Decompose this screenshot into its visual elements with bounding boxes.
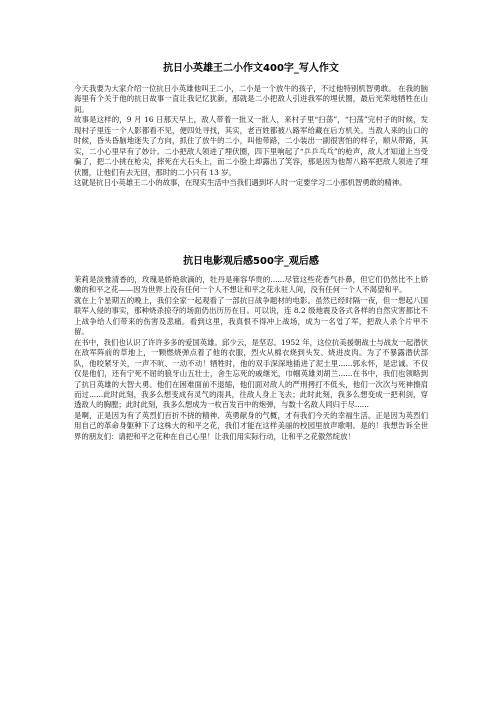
paragraph: 在书中，我们也认识了许许多多的爱国英雄。邱少云，是坚忍。1952 年，这位抗美援朝战士与战友一起潜伏在敌军阵前的草地上，一颗燃烧弹点着了他的衣服，烈火从棉衣烧到头发、烧进皮肉。为了不暴露潜伏部队，他咬紧牙关，一声不吭、一动不动！牺牲时，他的双手深深地插进了泥土里......郭永怀，是忠诚。不仅仅是他们，还有宁死不屈的狼牙山五壮士，舍生忘死的戚继光，巾帼英雄刘胡兰......在书中，我们也领略到了抗日英雄的大智大勇。他们在困难面前不退缩，他们面对敌人的严刑拷打不低头，他们一次次与死神擦肩而过......此时此刻，我多么想变成有灵气的雨具，往敌人身上飞去；此时此刻，我多么想变成一把利剑，穿透敌人的胸膛；此时此刻，我多么想成为一枚百发百中的炮弹，与数十名敌人同归于尽...... [74, 337, 428, 410]
paragraph: 是啊，正是因为有了英烈们百折不挠的精神、英勇献身的气概，才有我们今天的幸福生活。正是因为英烈们用自己的革命身躯种下了这株大的和平之花，我们才能在这样美丽的校园里放声歌唱。是的！我想告诉全世界的朋友们：请把和平之花种在自己心里！让我们用实际行动，让和平之花傲然绽放！ [74, 410, 428, 441]
paragraph: 今天我要为大家介绍一位抗日小英雄他叫王二小，二小是一个放牛的孩子，不过他特别机智勇敢。 在我的脑海里有个关于他的抗日故事一直让我记忆犹新，那就是二小把敌人引进我军的埋伏圈，最后光荣地牺牲在山间。 [74, 84, 428, 114]
paragraph: 这就是抗日小英雄王二小的故事，在现实生活中当我们遇到坏人时一定要学习二小那机智勇敢的精神。 [74, 178, 407, 188]
paragraph: 茉莉是淡雅清香的，玫瑰是娇艳欲滴的，牡丹是雍容华贵的......尽管这些花香气扑鼻，但它们仍然比不上娇嫩的和平之花——因为世界上没有任何一个人不想让和平之花永驻人间，没有任何一个人不渴望和平。 [74, 275, 428, 295]
article-title: 抗日电影观后感500字_观后感 [183, 256, 319, 267]
article-title: 抗日小英雄王二小作文400字_写人作文 [163, 63, 339, 74]
article-movie-review [74, 255, 428, 442]
article-wang-erxiao [74, 62, 428, 189]
paragraph: 就在上个星期五的晚上，我们全家一起观看了一部抗日战争题材的电影。虽然已经时隔一夜，但一想起八国联军入侵的事实，那种烧杀掠夺的场面仍出历历在目。可以说，连 8.2 级地震及各式各样的自然灾害都比不上战争给人们带来的伤害及悲痛。看到这里，我真恨不得冲上战场，成为一名엽了军，把敌人杀个片甲不留。 [74, 295, 428, 337]
paragraph: 故事是这样的，9 月 16 日那天早上，敌人带着一批又一批人，来村子里“扫荡”，“扫荡”完村子的时候，发现村子里连一个人影都看不见，便四处寻找，其实，老百姓都被八路军给藏在后方机关。当敌人来的山口的时候，昏头昏脑地迷失了方向，抓住了放牛的二小，叫他带路，二小装出一副很害怕的样子，顺从带路，其实，二小心里早有了妙计。二小把敌人领进了埋伏圈，四下里响起了“乒乒乓乓”的枪声，敌人才知道上当受骗了，把二小挑在枪尖，摔死在大石头上，而二小脸上却露出了笑容，那是因为他帮八路军把敌人领进了埋伏圈，让他们有去无回，那时的二小只有 13 岁。 [74, 115, 428, 177]
